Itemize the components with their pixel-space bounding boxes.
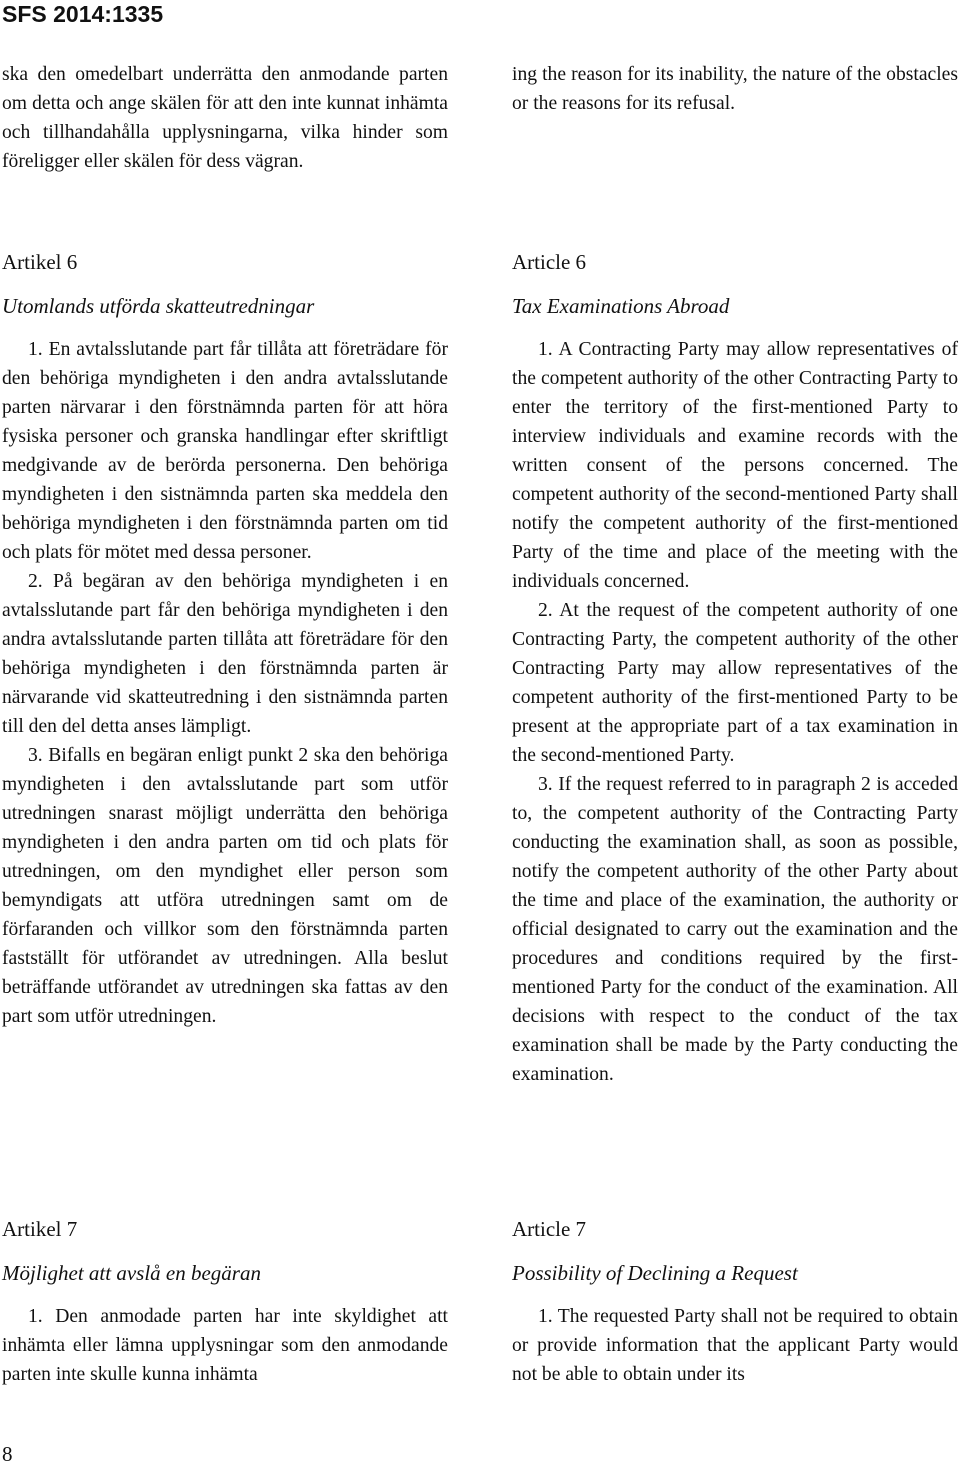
right-article-6-title: Article 6 [512,250,587,274]
right-article-6-body [512,335,958,1089]
left-article-6-para-2: 2. På begäran av den behöriga myndigheten i en avtalsslutande part får den behöriga myndigheten i den andra avtalsslutande parten tillåta att företrädare för den behöriga myndigheten i den förstnämnda parten är närvarande vid skatteutredning i den sistnämnda parten till den del detta anses lämpligt. [2,571,448,737]
left-intro-paragraph [2,60,448,176]
left-article-6-title: Artikel 6 [2,250,78,274]
left-article-7-subtitle: Möjlighet att avslå en begäran [2,1261,261,1285]
right-intro-text: ing the reason for its inability, the nature of the obstacles or the reasons for its refusal. [512,64,958,114]
left-article-7-para-1: 1. Den anmodade parten har inte skyldighet att inhämta eller lämna upplysningar som den anmodande parten inte skulle kunna inhämta [2,1306,448,1385]
right-article-7-para-1: 1. The requested Party shall not be required to obtain or provide information that the applicant Party would not be able to obtain under its [512,1306,958,1385]
left-article-6-para-1: 1. En avtalsslutande part får tillåta att företrädare för den behöriga myndigheten i den andra avtalsslutande parten närvarar i den förstnämnda parten för att höra fysiska personer och granska handlingar efter skriftligt medgivande av de berörda personerna. Den behöriga myndigheten i den sistnämnda parten ska meddela den behöriga myndigheten i den förstnämnda parten om tid och plats för mötet med dessa personer. [2,339,448,563]
right-article-6-subtitle: Tax Examinations Abroad [512,294,730,318]
right-article-6-para-3: 3. If the request referred to in paragraph 2 is acceded to, the competent authority of the Contracting Party conducting the examination shall, as soon as possible, notify the competent authority of the other Party about the time and place of the examination, the authority or official designated to carry out the examination and the procedures and conditions required by the first-mentioned Party for the conduct of the examination. All decisions with respect to the conduct of the tax examination shall be made by the Party conducting the examination. [512,774,958,1085]
right-article-6-para-2: 2. At the request of the competent authority of one Contracting Party, the competent authority of the other Contracting Party may allow representatives of the competent authority of the first-mentioned Party to be present at the appropriate part of a tax examination in the second-mentioned Party. [512,600,958,766]
left-article-7-body [2,1302,448,1389]
left-article-6-subtitle: Utomlands utförda skatteutredningar [2,294,315,318]
right-article-7-title: Article 7 [512,1217,587,1241]
left-article-6-para-3: 3. Bifalls en begäran enligt punkt 2 ska den behöriga myndigheten i den avtalsslutande part som utför utredningen snarast möjligt underrätta den behöriga myndigheten i den andra parten om tid och plats för utredningen, om den myndighet eller person som bemyndigats att utföra utredningen samt om de förfaranden och villkor som den förstnämnda parten fastställt för utförandet av utredningen. Alla beslut beträffande utförandet av utredningen ska fattas av den part som utför utredningen. [2,745,448,1027]
right-intro-paragraph [512,60,958,118]
right-article-7-subtitle: Possibility of Declining a Request [512,1261,798,1285]
page-number: 8 [2,1442,13,1466]
left-intro-text: ska den omedelbart underrätta den anmodande parten om detta och ange skälen för att den inte kunnat inhämta och tillhandahålla upplysningarna, vilka hinder som föreligger eller skälen för dess vägran. [2,64,448,172]
left-article-6-body [2,335,448,1031]
right-article-6-para-1: 1. A Contracting Party may allow representatives of the competent authority of the other Contracting Party to enter the territory of the first-mentioned Party to interview individuals and examine records with the written consent of the persons concerned. The competent authority of the second-mentioned Party shall notify the competent authority of the first-mentioned Party of the time and place of the meeting with the individuals concerned. [512,339,958,592]
right-article-7-body [512,1302,958,1389]
left-article-7-title: Artikel 7 [2,1217,78,1241]
document-reference: SFS 2014:1335 [2,1,164,27]
